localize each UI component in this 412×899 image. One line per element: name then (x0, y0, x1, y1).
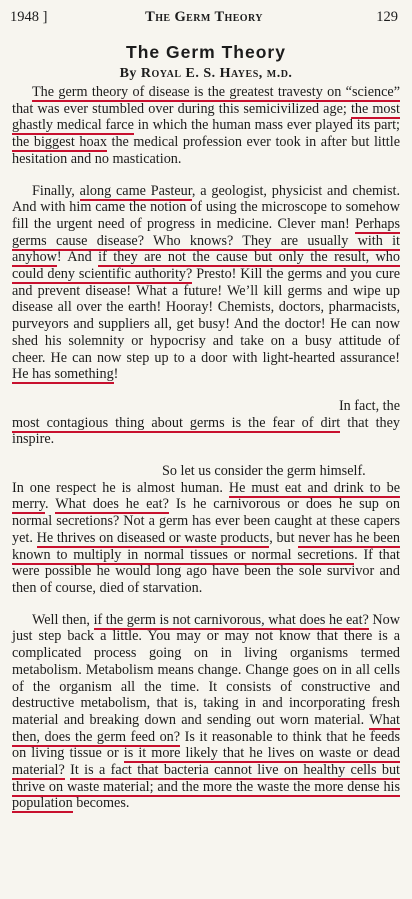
paragraph-text: that they inspire. (12, 414, 400, 448)
highlight-underline: never has he been known to multiply in normal tissues or normal secretions (12, 529, 400, 563)
header-page-number: 129 (376, 9, 398, 25)
article-body (12, 84, 400, 812)
paragraph-text: the medical profession ever took in after but little hesitation and no mastication. (12, 134, 400, 167)
paragraph-text: becomes. (72, 795, 130, 812)
highlight-underline: He must eat and drink to be merry (12, 479, 400, 513)
paragraph-text: in which the human mass ever played its part; (133, 117, 400, 134)
highlight-underline: What then, does the germ feed on? (12, 711, 400, 745)
paragraph-text: . If that were possible he would long ago have been the sole survivor and then of course, died of starvation. (12, 546, 400, 596)
header-running-title: The Germ Theory (145, 9, 263, 25)
highlight-underline: if they are not the cause but only the result, who could deny scientific authority? (12, 249, 400, 283)
paragraph-5 (12, 612, 400, 812)
paragraph-4 (12, 480, 400, 597)
highlight-underline: It is a fact that bacteria cannot live on healthy cells but thrive on waste material; and the more the waste the more dense his population (12, 762, 400, 812)
highlight-underline: He has something (12, 366, 114, 383)
paragraph-text: Finally, (32, 182, 80, 199)
paragraph-text: Presto! Kill the germs and you cure and prevent disease! What a future! We’ll kill germs and wipe up disease all over the earth! Hooray! Chemists, doctors, pharmacists, purveyors and suppliers all, get busy! And the doctor! He can now shed his solemnity or hypocrisy and take on a busy attitude of cheer. He can now step up to a door with light-hearted assurance! (12, 266, 400, 366)
paragraph-text: Well then, (32, 611, 94, 628)
highlight-underline: Perhaps germs cause disease? Who knows? They are usually with it anyhow (12, 215, 400, 266)
highlight-underline: What does he eat? (55, 496, 169, 513)
paragraph-3-lead: In fact, the (338, 397, 400, 414)
paragraph-text: . (44, 496, 56, 513)
paragraph-text: Is it reasonable to think that he feeds on living tissue or (12, 728, 400, 762)
highlight-underline: the biggest hoax (12, 134, 107, 151)
paragraph-3 (12, 415, 400, 448)
paragraph-2 (12, 183, 400, 383)
header-year: 1948 ] (10, 9, 48, 25)
article-byline (0, 66, 412, 82)
highlight-underline: is it more likely that he lives on waste or dead material? (12, 745, 400, 779)
paragraph-text: , but (269, 529, 299, 546)
byline-prefix: By (119, 66, 137, 81)
highlight-underline: He thrives on diseased or waste products (36, 529, 270, 546)
paragraph-text: that was ever stumbled over during this semicivilized age; (12, 100, 351, 117)
highlight-underline: the most ghastly medical farce (12, 100, 400, 134)
paragraph-text: , a geologist, physicist and chemist. And with him came the notion of using the microscope to somehow fill the urgent need of progress in medicine. Clever man! (12, 182, 400, 232)
article-title: The Germ Theory (126, 42, 286, 62)
paragraph-text: ! (113, 366, 119, 383)
highlight-underline: if the germ is not carnivorous, what does he eat? (93, 611, 369, 628)
highlight-underline: along came Pasteur (79, 182, 192, 199)
paragraph-1 (12, 84, 400, 168)
paragraph-text: Now just step back a little. You may or may not know that there is a complicated process going on in living organisms termed metabolism. Metabolism means change. Change goes on in all cells of the organism all the time. It consists of constructive and destructive metabolism, that is, taking in and incorporating fresh material and breaking down and sending out worn material. (12, 611, 400, 728)
author-name: Royal E. S. Hayes, m.d. (140, 66, 293, 81)
highlight-underline: most contagious thing about germs is the fear of dirt (12, 414, 341, 431)
paragraph-text: Is he carnivorous or does he sup on normal secretions? Not a germ has ever been caught at these capers yet. (12, 496, 400, 546)
paragraph-text: ! And (56, 249, 99, 266)
running-header (10, 8, 398, 26)
highlight-underline: The germ theory of disease is the greatest travesty on “science” (32, 84, 400, 100)
paragraph-4-lead: So let us consider the germ himself. (162, 463, 366, 480)
paragraph-text: In one respect he is almost human. (12, 479, 229, 496)
